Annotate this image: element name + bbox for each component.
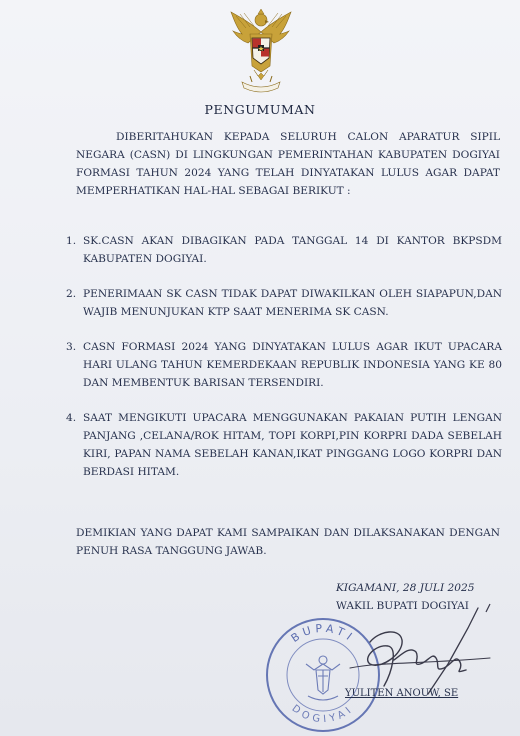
stamp-bottom-text: DOGIYAI: [289, 703, 357, 726]
list-item-text: CASN FORMASI 2024 YANG DINYATAKAN LULUS AGAR IKUT UPACARA HARI ULANG TAHUN KEMERDEKAAN REPUBLIK INDONESIA YANG KE 80 DAN MEMBENTUK BARISAN TERSENDIRI.: [83, 341, 502, 389]
list-item: [66, 232, 502, 268]
announcement-list: [66, 232, 502, 481]
signer-name: YULITEN ANOUW, SE: [345, 688, 459, 699]
closing-paragraph: DEMIKIAN YANG DAPAT KAMI SAMPAIKAN DAN DILAKSANAKAN DENGAN PENUH RASA TANGGUNG JAWAB.: [76, 527, 500, 557]
document-title: PENGUMUMAN: [204, 102, 316, 117]
list-item-number: 4.: [66, 412, 77, 424]
intro-text: DIBERITAHUKAN KEPADA SELURUH CALON APARATUR SIPIL NEGARA (CASN) DI LINGKUNGAN PEMERINTAHAN KABUPATEN DOGIYAI FORMASI TAHUN 2024 YANG TELAH DINYATAKAN LULUS AGAR DAPAT MEMPERHATIKAN HAL-HAL SEBAGAI BERIKUT :: [76, 131, 500, 197]
signer-title: WAKIL BUPATI DOGIYAI: [336, 600, 469, 612]
list-item: [66, 285, 502, 321]
list-item-text: SK.CASN AKAN DIBAGIKAN PADA TANGGAL 14 DI KANTOR BKPSDM KABUPATEN DOGIYAI.: [83, 235, 502, 265]
list-item: [66, 409, 502, 481]
place-date: KIGAMANI, 28 JULI 2025: [336, 582, 475, 594]
list-item: [66, 338, 502, 392]
list-item-number: 3.: [66, 341, 77, 353]
intro-paragraph: [76, 128, 500, 200]
stamp-garuda-icon: [306, 656, 340, 700]
list-item-text: PENERIMAAN SK CASN TIDAK DAPAT DIWAKILKAN OLEH SIAPAPUN,DAN WAJIB MENUNJUKAN KTP SAAT MENERIMA SK CASN.: [83, 288, 502, 318]
stamp-top-text: BUPATI: [288, 621, 358, 646]
svg-text:DOGIYAI: [290, 703, 357, 725]
garuda-emblem: [228, 6, 294, 94]
list-item-text: SAAT MENGIKUTI UPACARA MENGGUNAKAN PAKAIAN PUTIH LENGAN PANJANG ,CELANA/ROK HITAM, TOPI KORPI,PIN KORPRI DADA SEBELAH KIRI, PAPAN NAMA SEBELAH KANAN,IKAT PINGGANG LOGO KORPRI DAN BERDASI HITAM.: [83, 412, 502, 478]
list-item-number: 2.: [66, 288, 77, 300]
list-item-number: 1.: [66, 235, 77, 247]
